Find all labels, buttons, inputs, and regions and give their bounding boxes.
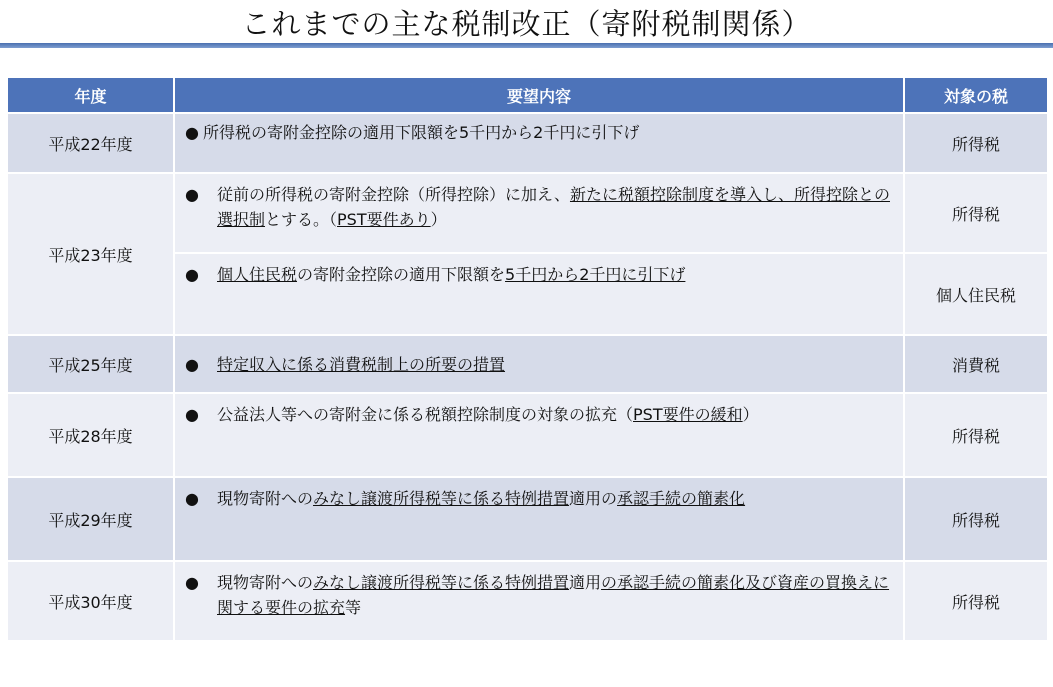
underlined-text: みなし譲渡所得税等に係る特例措置 (313, 489, 570, 508)
tax-cell: 消費税 (904, 335, 1048, 393)
content-cell (174, 173, 904, 253)
bullet-icon: ● (185, 405, 199, 424)
year-cell: 平成25年度 (7, 335, 174, 393)
content-text (217, 486, 745, 511)
bullet-icon: ● (185, 355, 199, 374)
table-row (7, 393, 1048, 477)
content-cell (174, 393, 904, 477)
text-segment: 適用の (569, 489, 618, 508)
content-cell (174, 477, 904, 561)
underlined-text: の承認手続の簡素化及び資産の買換えに関する要件の拡充 (217, 573, 890, 617)
underlined-text: 5千円から2千円に引下げ (505, 265, 686, 284)
table-row (7, 477, 1048, 561)
page-title: これまでの主な税制改正（寄附税制関係） (241, 7, 812, 41)
content-cell (174, 253, 904, 335)
content-text (203, 120, 639, 145)
underlined-text: PST要件の緩和 (633, 405, 743, 424)
underlined-text: 個人住民税 (217, 265, 298, 284)
year-cell: 平成29年度 (7, 477, 174, 561)
content-text (217, 182, 893, 232)
underlined-text: 承認手続の簡素化 (617, 489, 746, 508)
bullet-icon: ● (185, 489, 199, 508)
table-row (7, 113, 1048, 173)
tax-cell: 所得税 (904, 477, 1048, 561)
tax-cell: 所得税 (904, 561, 1048, 641)
text-segment: 現物寄附への (217, 573, 314, 592)
tax-cell: 個人住民税 (904, 253, 1048, 335)
title-divider (0, 43, 1053, 48)
text-segment: の寄附金控除の適用下限額を (297, 265, 506, 284)
tax-cell: 所得税 (904, 393, 1048, 477)
content-text (217, 352, 505, 377)
header-content: 要望内容 (174, 77, 904, 113)
underlined-text: 新たに税額控除制度を導入し、所得控除との選択制 (217, 185, 890, 229)
content-text (217, 262, 685, 287)
text-segment: 所得税の寄附金控除の適用下限額を5千円から2千円に引下げ (203, 123, 640, 142)
header-tax: 対象の税 (904, 77, 1048, 113)
year-cell: 平成22年度 (7, 113, 174, 173)
header-year: 年度 (7, 77, 174, 113)
content-cell (174, 335, 904, 393)
bullet-icon: ● (185, 123, 199, 142)
table-row (7, 173, 1048, 253)
table-row (7, 335, 1048, 393)
year-cell: 平成30年度 (7, 561, 174, 641)
year-cell: 平成23年度 (7, 173, 174, 335)
underlined-text: 特定収入に係る消費税制上の所要の措置 (217, 355, 506, 374)
underlined-text: PST要件あり (337, 210, 431, 229)
content-text (217, 402, 759, 427)
text-segment: 従前の所得税の寄附金控除（所得控除）に加え、 (217, 185, 570, 204)
underlined-text: みなし譲渡所得税等に係る特例措置 (313, 573, 570, 592)
tax-cell: 所得税 (904, 173, 1048, 253)
text-segment: 公益法人等への寄附金に係る税額控除制度の対象の拡充（ (217, 405, 634, 424)
table-header-row (7, 77, 1048, 113)
bullet-icon: ● (185, 573, 199, 592)
text-segment: 等 (345, 598, 362, 617)
bullet-icon: ● (185, 265, 199, 284)
content-cell (174, 561, 904, 641)
tax-reform-table (6, 76, 1049, 642)
tax-cell: 所得税 (904, 113, 1048, 173)
table-row (7, 561, 1048, 641)
text-segment: ） (742, 405, 759, 424)
text-segment: ） (430, 210, 447, 229)
content-cell (174, 113, 904, 173)
content-text (217, 570, 893, 620)
text-segment: 現物寄附への (217, 489, 314, 508)
text-segment: とする。（ (265, 210, 338, 229)
year-cell: 平成28年度 (7, 393, 174, 477)
bullet-icon: ● (185, 185, 199, 204)
text-segment: 適用 (569, 573, 602, 592)
